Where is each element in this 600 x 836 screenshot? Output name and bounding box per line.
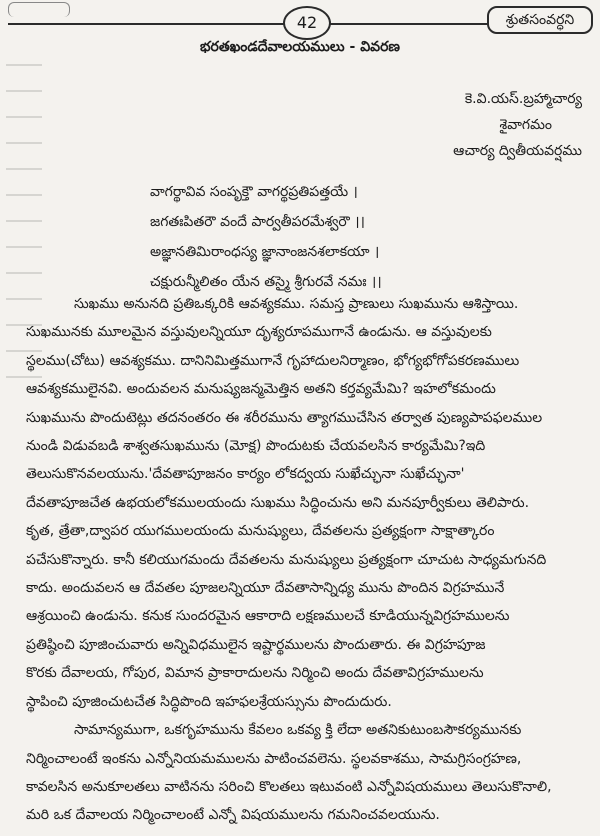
text-line: నుండి విడువబడి శాశ్వతసుఖమును (మోక్ష) పొందుటకు చేయవలసిన కార్యమేమి?ఇది <box>26 438 486 455</box>
text-line: తెలుసుకొనవలయును.'దేవతాపూజనం కార్యం లోకద్వయ సుఖేచ్ఛునా సుఖేచ్ఛునా' <box>26 466 465 483</box>
text-line: స్థాపించి పూజించుటచేత సిద్ధిపొంది ఇహఫలశ్రేయస్సును పొందుదురు. <box>26 693 392 710</box>
text-line: కాదు. అందువలన ఆ దేవతల పూజలన్నియూ దేవతాసాన్నిధ్య మును పొందిన విగ్రహమునే <box>26 580 505 597</box>
text-line: దేవతాపూజచేత ఉభయలోకములయందు సుఖము సిద్ధించును అని మనపూర్వీకులు తెలిపారు. <box>26 494 530 511</box>
author-block <box>362 86 582 164</box>
author-role: శైవాగమం <box>499 117 552 133</box>
text-line: సుఖము అనునది ప్రతిఒక్కరికి ఆవశ్యకము. సమస్త ప్రాణులు సుఖమును ఆశిస్తాయి. <box>74 296 519 312</box>
text-line: ఆవశ్యకములైనవి. అందువలన మనుష్యజన్మమెత్తిన అతని కర్తవ్యమేమి? ఇహలోకమందు <box>26 381 496 398</box>
text-line: కావలసిన అనుకూలతలు వాటినను సరించి కొలతలు ఇటువంటి ఎన్నోవిషయములు తెలుసుకొనాలి, <box>26 778 552 795</box>
paragraph-1 <box>26 290 584 716</box>
text-line: నిర్మించాలంటే ఇంకను ఎన్నోనియమములను పాటించవలెను. స్థలవకాశము, సామగ్రిసంగ్రహణ, <box>26 750 522 767</box>
text-line: స్థలము(చోటు) ఆవశ్యకము. దానినిమిత్తముగానే గృహాదులనిర్మాణం, భోగ్యభోగోపకరణములు <box>26 352 520 369</box>
text-line: సుఖమునకు మూలమైన వస్తువులన్నియూ దృశ్యరూపముగానే ఉండును. ఆ వస్తువులకు <box>26 324 492 341</box>
text-line: పచేసుకొన్నారు. కానీ కలియుగమందు దేవతలను మనుష్యులు ప్రత్యక్షంగా చూచుట సాధ్యమగునది <box>26 551 547 568</box>
brand-label: శ్రుతసంవర్ధని <box>487 6 593 34</box>
header-tab-mark <box>8 2 70 17</box>
verse-line: వాగర్థావివ సంపృక్తౌ వాగర్థప్రతిపత్తయే । <box>150 184 358 200</box>
text-line: సుఖమును పొందుటెట్లు తదనంతరం ఈ శరీరమును త్యాగముచేసిన తర్వాత పుణ్యపాపఫలముల <box>26 409 543 426</box>
page-title: భరతఖండదేవాలయములు - వివరణ <box>200 39 400 55</box>
page-number: 42 <box>283 6 331 40</box>
text-line: ఆశ్రయించి ఉండును. కనుక సుందరమైన ఆకారాది లక్షణములచే కూడియున్నవిగ్రహములను <box>26 608 510 625</box>
invocation-verse <box>150 177 550 297</box>
text-line: కృత, త్రేతా,ద్వాపర యుగములయందు మనుష్యులు, దేవతలను ప్రత్యక్షంగా సాక్షాత్కారం <box>26 523 495 540</box>
verse-line: చక్షురున్మీలితం యేన తస్మై శ్రీగురవే నమః ।। <box>150 274 382 290</box>
text-line: సామాన్యముగా, ఒకగృహమును కేవలం ఒకవ్య క్తి లేదా అతనికుటుంబసౌకర్యమునకు <box>74 722 522 739</box>
paragraph-2 <box>26 716 584 830</box>
header-rule <box>8 23 488 25</box>
author-designation: ఆచార్య ద్వితీయవర్షము <box>453 143 582 159</box>
body-text <box>26 290 584 830</box>
verse-line: జగతఃపితరౌ వందే పార్వతీపరమేశ్వరౌ ।। <box>150 214 365 230</box>
text-line: మరి ఒక దేవాలయ నిర్మించాలంటే ఎన్నో విషయములను గమనించవలయును. <box>26 807 440 824</box>
text-line: ప్రతిష్ఠించి పూజించువారు అన్నివిధములైన ఇష్టార్థములను పొందుతారు. ఈ విగ్రహపూజ <box>26 636 486 653</box>
author-name: కె.వి.యస్.బ్రహ్మాచార్య <box>464 91 582 107</box>
text-line: కొరకు దేవాలయ, గోపుర, విమాన ప్రాకారాదులను నిర్మించి అందు దేవతావిగ్రహములను <box>26 665 484 682</box>
verse-line: అజ్ఞానతిమిరాంధస్య జ్ఞానాంజనశలాకయా । <box>150 244 380 260</box>
